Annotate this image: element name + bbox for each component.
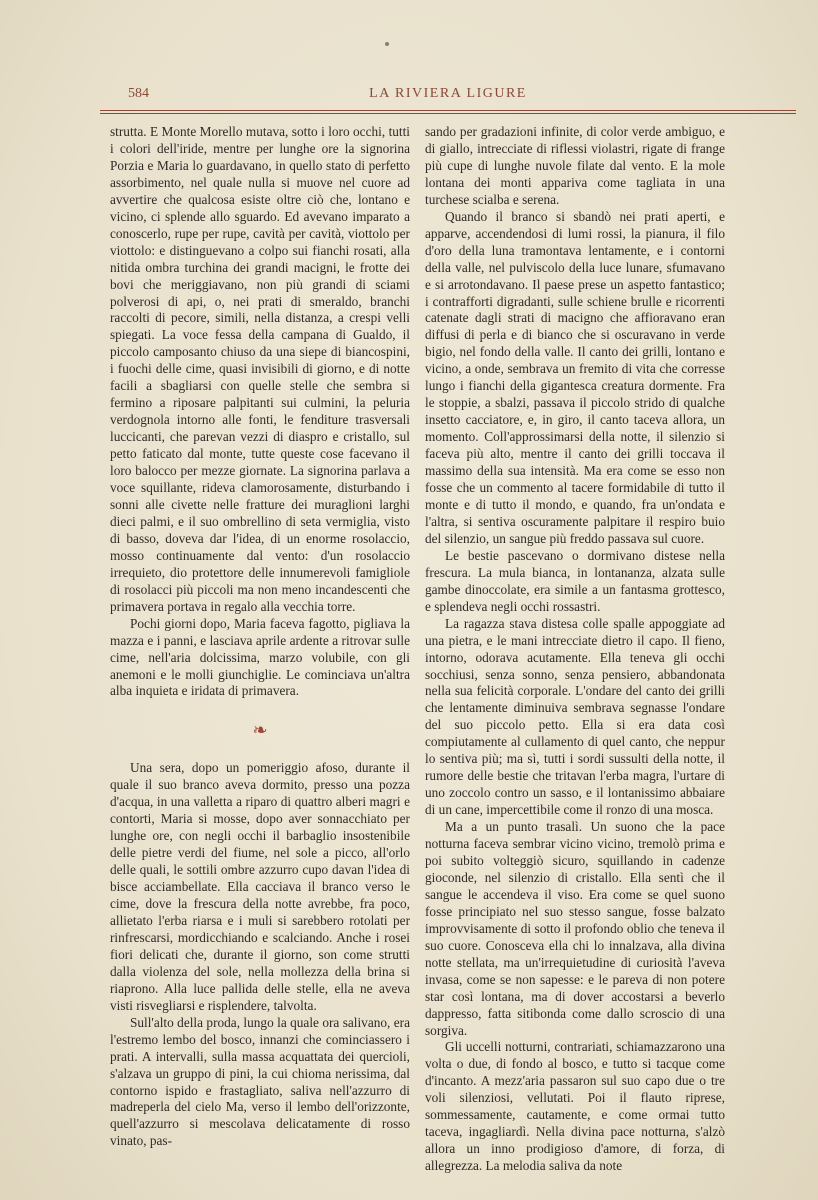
paragraph: sando per gradazioni infinite, di color verde ambiguo, e di giallo, intrecciate di riflessi violastri, rigate di frange più cupe di lunghe nuvole filate dal vento. E la mole lontana dei monti appariva come tagliata in una turchese scialba e serena. bbox=[425, 124, 725, 207]
left-column bbox=[110, 124, 410, 1150]
paragraph: Quando il branco si sbandò nei prati aperti, e apparve, accendendosi di lumi rossi, la pianura, il filo d'oro della luna tramontava lentamente, e i contorni della valle, nel pulviscolo della luce lunare, sfumavano e si arrotondavano. Il paese prese un aspetto fantastico; i contrafforti digradanti, sulle schiene brulle e ricorrenti catenate dagli strati di macigno che affioravano eran diffusi di perla e di bianco che si oscuravano in verde bigio, nel fondo della valle. Il canto dei grilli, lontano e vicino, a onde, sembrava un fremito di vita che corresse lungo i fianchi della gigantesca creatura dormente. Fra le stoppie, a sbalzi, passava il piccolo strido di qualche insetto cacciatore, e, in giro, il canto taceva allora, un momento. Coll'approssimarsi della notte, il silenzio si faceva più alto, mentre il canto dei grilli toccava il massimo della sua intensità. Ma era come se esso non fosse che un commento al tacere formidabile di tutto il monte e di tutto il mondo, e quando, fra un'ondata e l'altra, si sentiva oscuramente palpitare il respiro buio del silenzio, un sangue più freddo passava sul cuore. bbox=[425, 208, 725, 546]
paragraph: Le bestie pascevano o dormivano distese nella frescura. La mula bianca, in lontananza, alzata sulle gambe dinoccolate, era simile a un fantasma grottesco, e splendeva negli occhi rossastri. bbox=[425, 547, 725, 614]
paragraph: Pochi giorni dopo, Maria faceva fagotto, pigliava la mazza e i panni, e lasciava aprile ardente a ritrovar sulle cime, nell'aria dolcissima, marzo volubile, con gli anemoni e le molli giunchiglie. Le cominciava un'altra alba inquieta e iridata di primavera. bbox=[110, 615, 410, 699]
paragraph: Una sera, dopo un pomeriggio afoso, durante il quale il suo branco aveva dormito, presso una pozza d'acqua, in una valletta a riparo di quattro alberi magri e contorti, Maria si mosse, dopo aver sonnacchiato per lunghe ore, con negli occhi il barbaglio insostenibile delle pietre verdi del fiume, nel sole a picco, all'orlo delle quali, le sottili ombre azzurro cupo davan l'idea di bisce acciambellate. Ella cacciava il branco verso le cime, dove la frescura della notte avrebbe, fra poco, allietato l'erba riarsa e i muli si sarebbero rotolati per rinfrescarsi, mordicchiando e scalciando. Anche i rosei fiori delicati che, durante il giorno, son come strutti dalla violenza del sole, nella mollezza della brina si riaprono. Alla luce pallida delle stelle, ella ne aveva visti risvegliarsi e risplendere, talvolta. bbox=[110, 760, 410, 1013]
paragraph: La ragazza stava distesa colle spalle appoggiate ad una pietra, e le mani intrecciate dietro il capo. Il fieno, intorno, odorava acutamente. Ella teneva gli occhi socchiusi, senza sonno, senza pensiero, abbandonata nella sua felicità corporale. L'ondare del canto dei grilli che lentamente diminuiva sembrava segnasse l'ondare del suo piccolo petto. Ella si era data così compiutamente al cullamento di quel canto, che neppur lo sentiva più; ma sì, tutti i sordi sussulti della notte, il rumore delle bestie che tritavan l'erba magra, l'urtare di uno zoccolo contro un sasso, e il lontanissimo abbaiare di un cane, impercettibile come il ronzo di una mosca. bbox=[425, 615, 725, 818]
running-title: LA RIVIERA LIGURE bbox=[369, 86, 527, 101]
right-column bbox=[425, 124, 725, 1175]
header-rule bbox=[100, 110, 796, 111]
paragraph: Gli uccelli notturni, contrariati, schiamazzarono una volta o due, di fondo al bosco, e tutto si tacque come d'incanto. A mezz'aria passaron sul suo capo due o tre voli silenziosi, vellutati. Poi il flauto riprese, sommessamente, cautamente, e come ormai tutto taceva, ingagliardì. Nella divina pace notturna, s'alzò allora un inno prodigioso d'amore, di forza, di allegrezza. La melodia saliva da note bbox=[425, 1039, 725, 1174]
paragraph: Ma a un punto trasalì. Un suono che la pace notturna faceva sembrar vicino vicino, tremolò prima e poi subito volteggiò sicuro, squillando in cadenze gioconde, nel silenzio di cristallo. Ella sentì che il sangue le accendeva il viso. Era come se quel suono fosse principiato nel suo stesso sangue, fosse balzato improvvisamente di sotto il profondo oblio che teneva il suo cuore. Conosceva ella chi lo innalzava, alla divina notte stellata, ma un'irrequietudine di curiosità l'aveva invasa, come se non sapesse: e le pareva di non potere star così lontana, ma di dover accostarsi a beverlo dappresso, fatta sitibonda come dallo scroscio di una sorgiva. bbox=[425, 819, 725, 1038]
paragraph: strutta. E Monte Morello mutava, sotto i loro occhi, tutti i colori dell'iride, mentre per lunghe ore la signorina Porzia e Maria lo guardavano, in quello stato di perfetto assorbimento, nel quale nulla si muove nel cuore ad avvertire che qualcosa esiste oltre ciò che, lontano e vicino, ci splende allo sguardo. Ed avevano imparato a conoscerlo, rupe per rupe, cavità per cavità, viottolo per viottolo: e distinguevano a colpo sui fianchi rosati, alla nitida ombra turchina dei grandi macigni, le frotte dei bovi che meriggiavano, non più grandi di sciami polverosi di api, o, nei prati di smeraldo, branchi raccolti di pecore, simili, nella distanza, a crespi velli spiegati. La voce fessa della campana di Gualdo, il piccolo camposanto chiuso da una siepe di biancospini, i fuochi delle cime, quasi invisibili di giorno, e di notte facili a sbagliarsi con quelle stelle che sembra si fermino a riposare palpitanti sui culmini, la peluria verdognola intorno alle fonti, le fenditure trasversali luccicanti, che parevan vezzi di diaspro e cristallo, sul petto faticato dal monte, tutte queste cose facevano il loro balocco per mezze giornate. La signorina parlava a voce squillante, rideva clamorosamente, disturbando i sonni alle civette nelle fratture dei muraglioni larghi dieci palmi, e il suo ombrellino di seta vermiglia, visto di basso, doveva dar l'idea, di un enorme rosolaccio, mosso continuamente dal vento: d'un rosolaccio irrequieto, dio protettore delle innumerevoli famigliole di rosolacci più piccoli ma non meno incandescenti che primavera portava in regalo alla vecchia torre. bbox=[110, 124, 410, 614]
page-number: 584 bbox=[128, 86, 149, 101]
page-mark bbox=[385, 42, 389, 46]
paragraph: Sull'alto della proda, lungo la quale ora salivano, era l'estremo lembo del bosco, innanzi che cominciassero i prati. A intervalli, sulla massa acquattata dei quercioli, s'alzava un gruppo di pini, la cui chioma nerissima, dal contorno ispido e frastagliato, saliva nell'azzurro di madreperla del cielo Ma, verso il lembo dell'orizzonte, quell'azzurro si mescolava delicatamente di rosso vinato, pas- bbox=[110, 1014, 410, 1149]
page-header bbox=[100, 86, 796, 108]
header-rule-thin bbox=[100, 113, 796, 114]
section-ornament-icon: ❧ bbox=[252, 720, 268, 741]
